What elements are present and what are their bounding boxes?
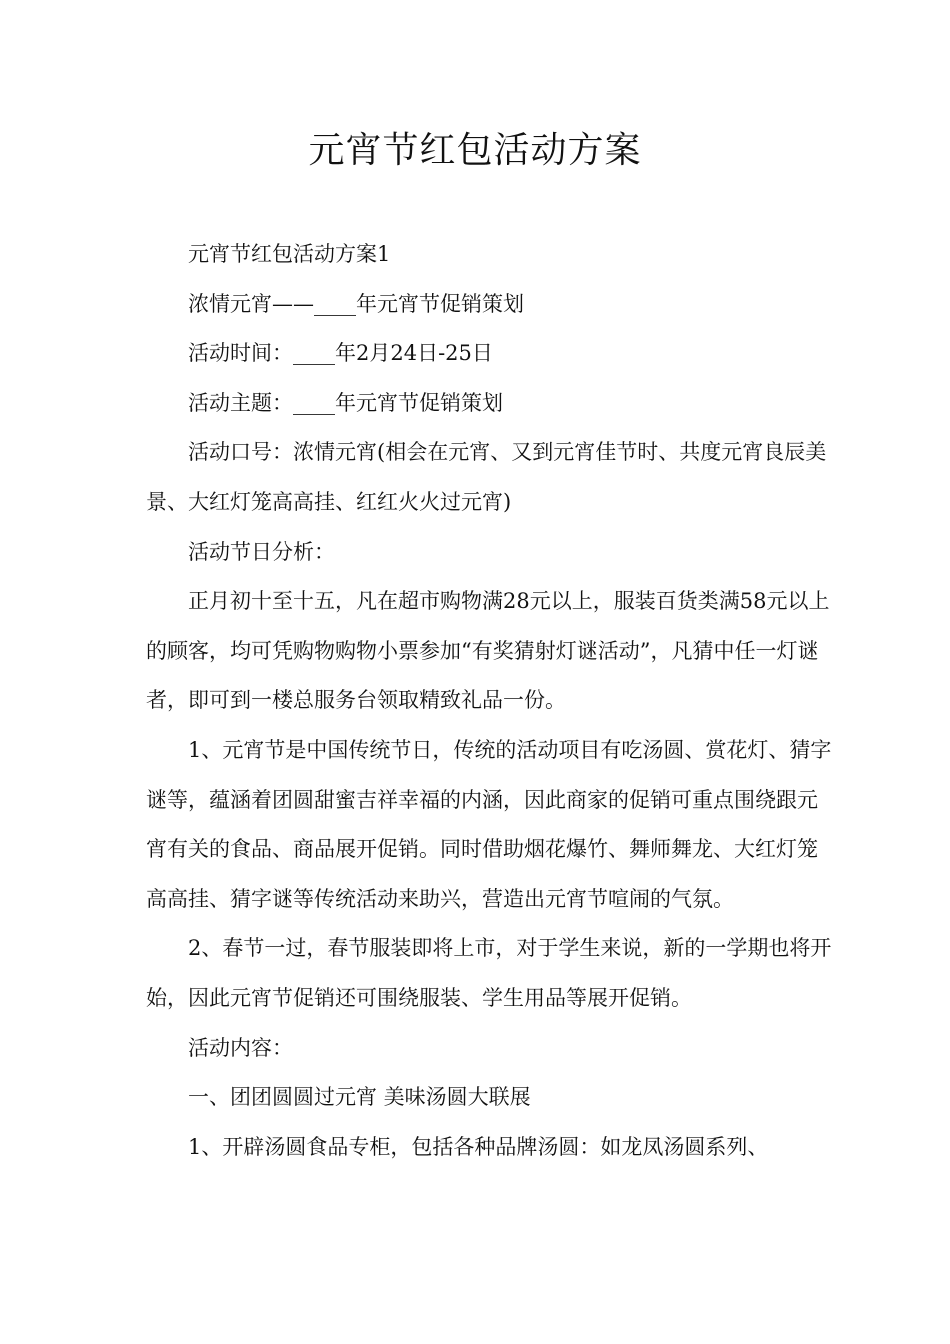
- document-body: [146, 230, 836, 1172]
- paragraph-point-1: 1、元宵节是中国传统节日，传统的活动项目有吃汤圆、赏花灯、猜字谜等，蕴涵着团圆甜蜜吉祥幸福的内涵，因此商家的促销可重点围绕跟元宵有关的食品、商品展开促销。同时借助烟花爆竹、舞师舞龙、大红灯笼高高挂、猜字谜等传统活动来助兴，营造出元宵节喧闹的气氛。: [146, 737, 832, 911]
- paragraph-festival-analysis-label: 活动节日分析：: [188, 539, 335, 564]
- paragraph-heading: 元宵节红包活动方案1: [188, 242, 391, 266]
- paragraph-activity-theme: 活动主题：____年元宵节促销策划: [188, 390, 503, 415]
- document-title: 元宵节红包活动方案: [308, 130, 642, 171]
- paragraph-point-2: 2、春节一过，春节服装即将上市，对于学生来说，新的一学期也将开始，因此元宵节促销还可围绕服装、学生用品等展开促销。: [146, 936, 832, 1010]
- paragraph-section-1: 一、团团圆圆过元宵 美味汤圆大联展: [188, 1085, 531, 1110]
- paragraph-content-label: 活动内容：: [188, 1035, 293, 1060]
- paragraph-subtitle: 浓情元宵——____年元宵节促销策划: [188, 291, 524, 316]
- paragraph-activity-slogan: 活动口号：浓情元宵(相会在元宵、又到元宵佳节时、共度元宵良辰美景、大红灯笼高高挂、红红火火过元宵): [146, 440, 827, 514]
- paragraph-activity-time: 活动时间：____年2月24日-25日: [188, 341, 493, 366]
- paragraph-shopping-offer: 正月初十至十五，凡在超市购物满28元以上，服装百货类满58元以上的顾客，均可凭购物购物小票参加“有奖猜射灯谜活动”，凡猜中任一灯谜者，即可到一楼总服务台领取精致礼品一份。: [146, 589, 830, 713]
- paragraph-item-1: 1、开辟汤圆食品专柜，包括各种品牌汤圆：如龙凤汤圆系列、: [188, 1134, 769, 1159]
